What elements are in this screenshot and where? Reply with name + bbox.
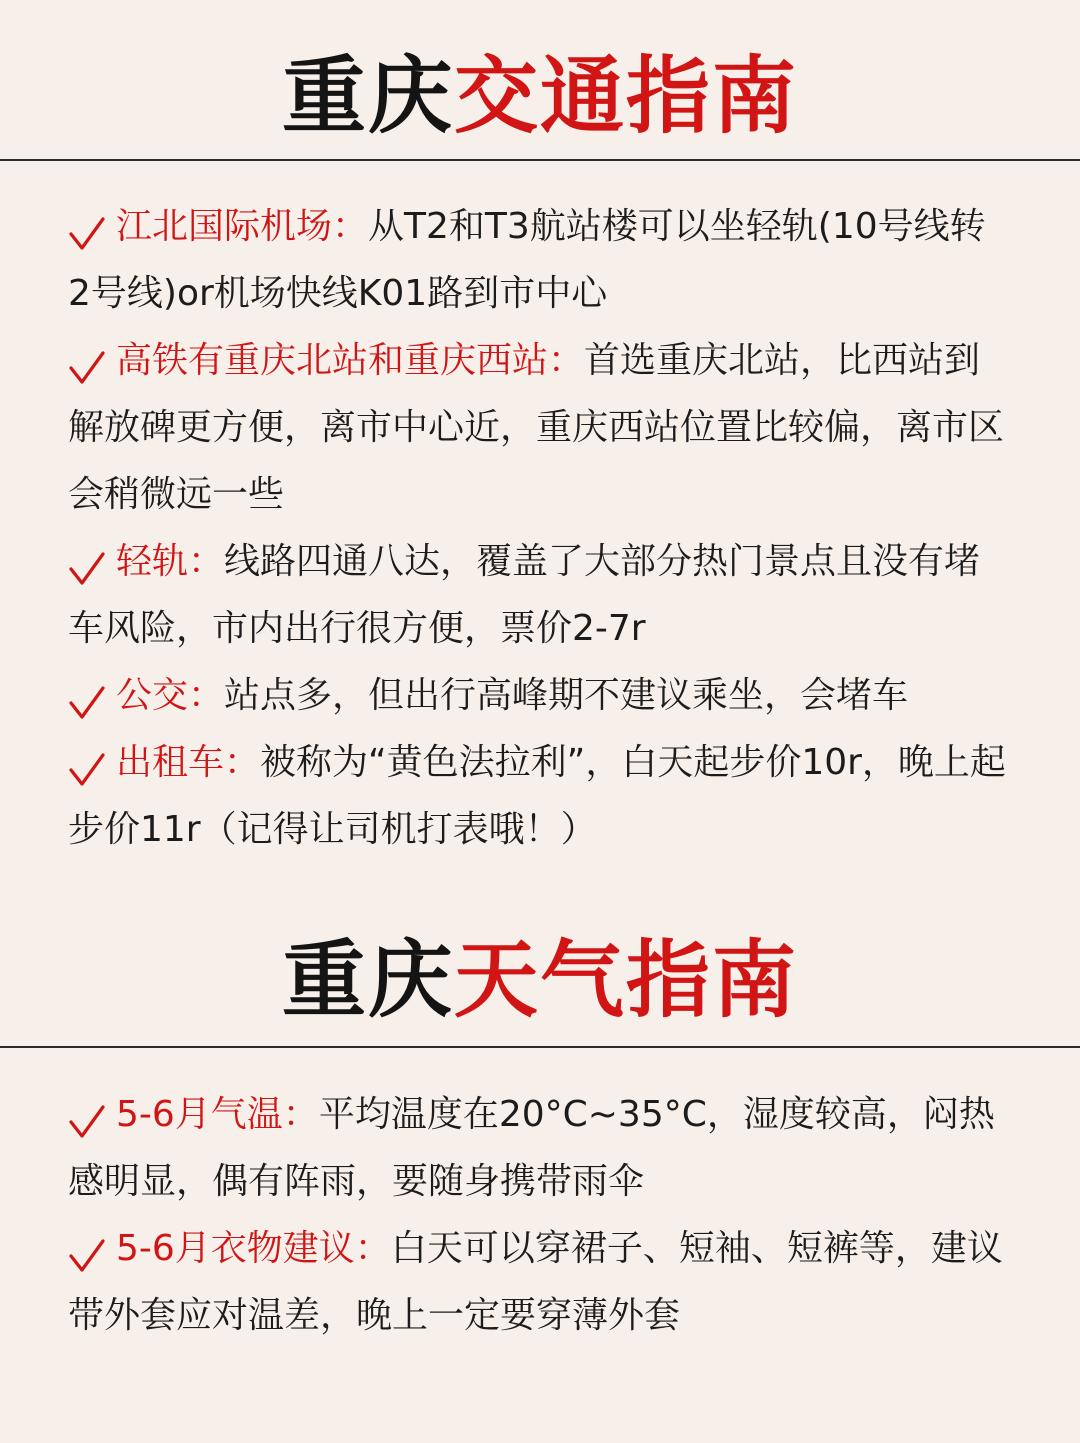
item-label: 5-6月气温： xyxy=(116,1094,319,1135)
weather-title xyxy=(0,930,1080,1030)
item-text: 首选重庆北站，比西站到解放碑更方便，离市中心近，重庆西站位置比较偏，离市区会稍微远一些 xyxy=(68,340,1005,515)
transport-title xyxy=(0,46,1080,146)
transport-title-dark: 重庆 xyxy=(281,47,454,145)
transport-item-bus xyxy=(68,662,1008,729)
weather-title-red: 天气指南 xyxy=(454,931,799,1029)
check-mark-icon xyxy=(68,215,106,253)
transport-divider xyxy=(0,159,1080,161)
item-text: 被称为“黄色法拉利”，白天起步价10r，晚上起步价11r（记得让司机打表哦！） xyxy=(68,742,1006,850)
weather-item-temperature xyxy=(68,1081,1008,1215)
item-label: 出租车： xyxy=(116,742,261,783)
item-text: 线路四通八达，覆盖了大部分热门景点且没有堵车风险，市内出行很方便，票价2-7r xyxy=(68,541,981,649)
weather-title-dark: 重庆 xyxy=(281,931,454,1029)
check-mark-icon xyxy=(68,550,106,588)
item-text: 站点多，但出行高峰期不建议乘坐，会堵车 xyxy=(224,675,909,716)
item-label: 江北国际机场： xyxy=(116,206,369,247)
item-text: 平均温度在20°C~35°C，湿度较高，闷热感明显，偶有阵雨，要随身携带雨伞 xyxy=(68,1094,995,1202)
item-label: 轻轨： xyxy=(116,541,225,582)
transport-item-high-speed-rail xyxy=(68,327,1008,528)
transport-title-red: 交通指南 xyxy=(454,47,799,145)
transport-item-taxi xyxy=(68,729,1008,863)
item-label: 高铁有重庆北站和重庆西站： xyxy=(116,340,585,381)
transport-list xyxy=(68,193,1008,863)
transport-item-light-rail xyxy=(68,528,1008,662)
item-text: 从T2和T3航站楼可以坐轻轨(10号线转2号线)or机场快线K01路到市中心 xyxy=(68,206,986,314)
check-mark-icon xyxy=(68,684,106,722)
transport-item-airport xyxy=(68,193,1008,327)
weather-divider xyxy=(0,1046,1080,1048)
weather-item-clothing xyxy=(68,1215,1008,1349)
item-label: 公交： xyxy=(116,675,225,716)
item-text: 白天可以穿裙子、短袖、短裤等，建议带外套应对温差，晚上一定要穿薄外套 xyxy=(68,1228,1003,1336)
weather-list xyxy=(68,1081,1008,1349)
check-mark-icon xyxy=(68,751,106,789)
check-mark-icon xyxy=(68,1103,106,1141)
check-mark-icon xyxy=(68,1237,106,1275)
item-label: 5-6月衣物建议： xyxy=(116,1228,391,1269)
check-mark-icon xyxy=(68,349,106,387)
